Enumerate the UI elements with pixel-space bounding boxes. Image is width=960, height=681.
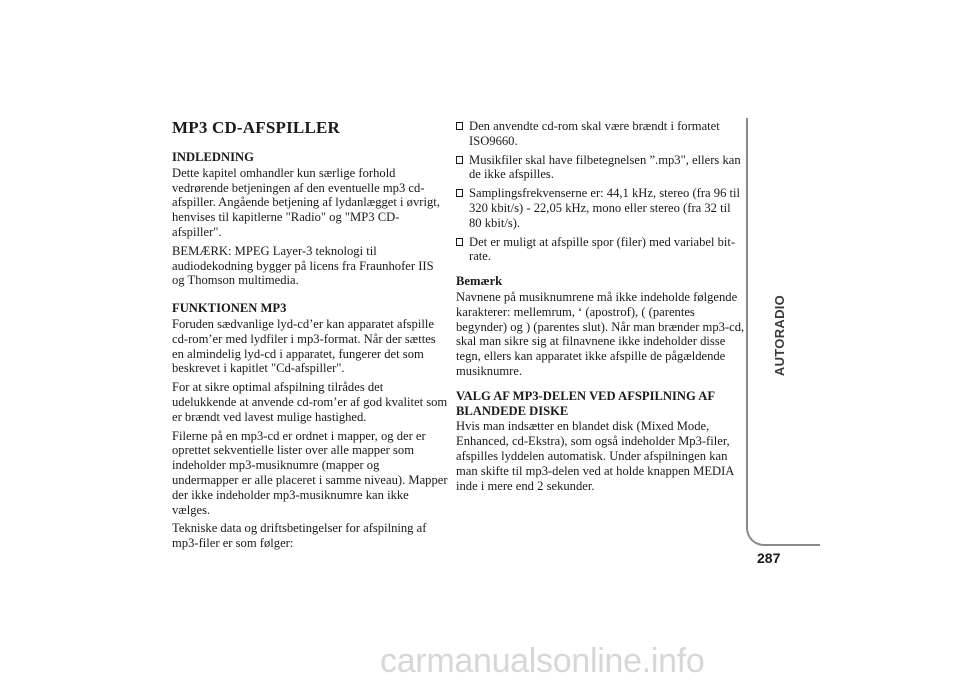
function-paragraph-4: Tekniske data og driftsbetingelser for afspilning af mp3-filer er som følger:: [172, 521, 427, 551]
side-tab-label: [773, 290, 787, 380]
side-tab-text: AUTORADIO: [772, 294, 788, 376]
right-column: [456, 119, 746, 497]
function-paragraph-2: For at sikre optimal afspilning tilrådes det udelukkende at anvende cd-rom’er af god kvalitet som er brændt ved lavest mulige hastighed.: [172, 380, 448, 424]
checkbox-bullet-icon: [456, 238, 463, 246]
bullet-item: [456, 235, 746, 265]
bullet-item: [456, 153, 746, 183]
bullet-text: Den anvendte cd-rom skal være brændt i formatet ISO9660.: [469, 119, 720, 148]
function-paragraph-1: Foruden sædvanlige lyd-cd’er kan apparatet afspille cd-rom’er med lydfiler i mp3-format. Når der sættes en almindelig lyd-cd i apparatet, fungerer det som beskrevet i kapitlet "Cd-afspiller".: [172, 316, 436, 376]
function-paragraph-3: Filerne på en mp3-cd er ordnet i mapper, og der er oprettet sekventielle lister over alle mapper som indeholder mp3-musiknumre (mapper og undermapper er alle placeret i samme niveau). Mapper der ikke indeholder mp3-musiknumre kan ikke vælges.: [172, 428, 448, 517]
left-column: [172, 118, 448, 555]
intro-heading: INDLEDNING: [172, 150, 254, 164]
page-number: 287: [757, 550, 781, 566]
checkbox-bullet-icon: [456, 122, 463, 130]
bullet-item: [456, 186, 746, 230]
note-text: Navnene på musiknumrene må ikke indeholde følgende karakterer: mellemrum, ‘ (apostrof), ( (parentes begynder) og ) (parentes slut). Når man brænder mp3-cd, skal man sikre sig at filnavnene ikke indeholder disse tegn, ellers kan apparatet ikke afspille de pågældende musiknumre.: [456, 289, 745, 378]
section-title: MP3 CD-AFSPILLER: [172, 118, 341, 137]
mixed-disc-heading: VALG AF MP3-DELEN VED AFSPILNING AF BLANDEDE DISKE: [456, 388, 715, 418]
intro-paragraph-1: Dette kapitel omhandler kun særlige forhold vedrørende betjeningen af den eventuelle mp3 cd-afspiller. Angående betjening af lydanlægget i øvrigt, henvises til kapitlerne "Radio" og "MP3 CD-afspiller".: [172, 165, 440, 239]
bullet-text: Det er muligt at afspille spor (filer) med variabel bit-rate.: [469, 234, 736, 264]
checkbox-bullet-icon: [456, 156, 463, 164]
bullet-text: Musikfiler skal have filbetegnelsen ”.mp3", ellers kan de ikke afspilles.: [469, 152, 741, 182]
checkbox-bullet-icon: [456, 189, 463, 197]
note-heading: Bemærk: [456, 274, 503, 289]
mixed-disc-text: Hvis man indsætter en blandet disk (Mixed Mode, Enhanced, cd-Ekstra), som også indeholder Mp3-filer, afspilles lyddelen automatisk. Under afspilningen kan man skifte til mp3-delen ved at holde knappen MEDIA inde i mere end 2 sekunder.: [456, 419, 734, 493]
bullet-text: Samplingsfrekvenserne er: 44,1 kHz, stereo (fra 96 til 320 kbit/s) - 22,05 kHz, mono eller stereo (fra 32 til 80 kbit/s).: [469, 186, 741, 230]
intro-paragraph-2: BEMÆRK: MPEG Layer-3 teknologi til audiodekodning bygger på licens fra Fraunhofer IIS og Thomson multimedia.: [172, 243, 434, 288]
watermark: carmanualsonline.info: [380, 642, 705, 680]
bullet-item: [456, 119, 746, 149]
function-heading: FUNKTIONEN MP3: [172, 301, 287, 316]
